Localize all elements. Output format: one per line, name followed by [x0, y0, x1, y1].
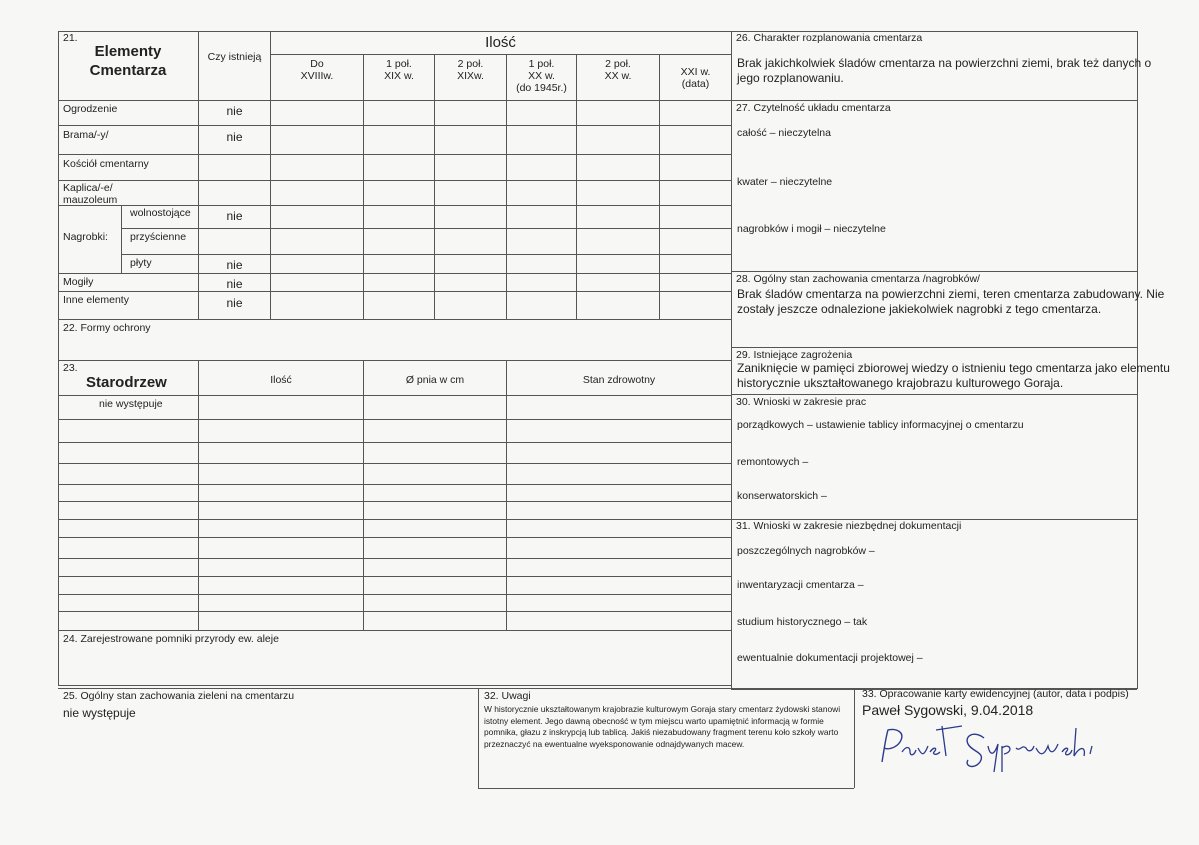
czytelnosc-nagrobkow: nagrobków i mogił – nieczytelne — [737, 223, 886, 235]
signature-image — [876, 722, 1106, 778]
zielen-label: 25. Ogólny stan zachowania zieleni na cmentarzu — [63, 690, 295, 702]
col-header-2pol-xix: 2 poł. XIXw. — [457, 58, 484, 82]
uwagi-text: W historycznie ukształtowanym krajobrazie kulturowym Goraja stary cmentarz żydowski stanowi istotny element. Jego dawną obecność w tym miejscu warto upamiętnić informacją w formie pomnika, głazu z inskrypcją lub tablicą. Jakiś niezabudowany fragment terenu koło szkoły warto przeznaczyć na ewentualne wyeksponowanie odnajdywanych macew. — [484, 704, 841, 749]
wnioski-remontowych: remontowych – — [737, 456, 809, 468]
row-label-przyscienne: przyścienne — [130, 231, 187, 243]
section-number-23: 23. — [63, 362, 78, 374]
row-label-ogrodzenie: Ogrodzenie — [63, 103, 118, 115]
ilosc-header: Ilość — [485, 34, 516, 51]
formy-ochrony-label: 22. Formy ochrony — [63, 322, 151, 334]
col-header-1pol-xx: 1 poł. XX w. (do 1945r.) — [516, 58, 567, 94]
row-label-nagrobki: Nagrobki: — [63, 231, 108, 243]
col-header-2pol-xx: 2 poł. XX w. — [604, 58, 632, 82]
row-label-kaplica: Kaplica/-e/ mauzoleum — [63, 182, 118, 206]
czytelnosc-label: 27. Czytelność układu cmentarza — [736, 102, 891, 114]
col-header-1pol-xix: 1 poł. XIX w. — [384, 58, 414, 82]
wnioski-prac-label: 30. Wnioski w zakresie prac — [736, 396, 867, 408]
charakter-label: 26. Charakter rozplanowania cmentarza — [736, 32, 923, 44]
section-number-21: 21. — [63, 32, 78, 44]
stan-ogolny-text: Brak śladów cmentarza na powierzchni ziemi, teren cmentarza zabudowany. Nie zostały jeszcze odnalezione jakiekolwiek nagrobki z tego cmentarza. — [737, 287, 1165, 316]
pomniki-label: 24. Zarejestrowane pomniki przyrody ew. aleje — [63, 633, 279, 645]
czytelnosc-kwater: kwater – nieczytelne — [737, 176, 833, 188]
starodrzew-col-ilosc: Ilość — [270, 374, 292, 386]
wnioski-inwentaryzacji: inwentaryzacji cmentarza – — [737, 579, 864, 591]
elements-title-line2: Cmentarza — [89, 62, 167, 79]
starodrzew-col-pnia: Ø pnia w cm — [405, 374, 465, 386]
starodrzew-col-stan: Stan zdrowotny — [582, 374, 656, 386]
value-inne: nie — [226, 296, 243, 310]
value-mogily: nie — [226, 277, 243, 291]
zielen-value: nie występuje — [63, 706, 136, 720]
starodrzew-value: nie występuje — [99, 398, 163, 410]
value-wolnostojace: nie — [226, 209, 243, 223]
value-brama: nie — [226, 130, 243, 144]
row-label-brama: Brama/-y/ — [63, 129, 109, 141]
col-header-xxi: XXI w. (data) — [680, 66, 711, 90]
wnioski-ewentualnie: ewentualnie dokumentacji projektowej – — [737, 652, 923, 664]
czy-istnieja-header: Czy istnieją — [207, 51, 262, 63]
col-header-do-xviii: Do XVIIIw. — [300, 58, 334, 82]
charakter-text: Brak jakichkolwiek śladów cmentarza na powierzchni ziemi, brak też danych o jego rozplanowaniu. — [737, 56, 1152, 85]
wnioski-porzadkowych: porządkowych – ustawienie tablicy informacyjnej o cmentarzu — [737, 419, 1024, 431]
opracowanie-label: 33. Opracowanie karty ewidencyjnej (autor, data i podpis) — [862, 688, 1129, 700]
opracowanie-value: Paweł Sygowski, 9.04.2018 — [862, 702, 1034, 718]
elements-title-line1: Elementy — [94, 43, 162, 60]
czytelnosc-calosc: całość – nieczytelna — [737, 127, 831, 139]
wnioski-dok-label: 31. Wnioski w zakresie niezbędnej dokumentacji — [736, 520, 962, 532]
zagrozenia-label: 29. Istniejące zagrożenia — [736, 349, 853, 361]
wnioski-studium: studium historycznego – tak — [737, 616, 868, 628]
row-label-kosciol: Kościół cmentarny — [63, 158, 149, 170]
stan-ogolny-label: 28. Ogólny stan zachowania cmentarza /nagrobków/ — [736, 273, 980, 285]
row-label-mogily: Mogiły — [63, 276, 94, 288]
wnioski-poszczegolnych: poszczególnych nagrobków – — [737, 545, 875, 557]
row-label-inne: Inne elementy — [63, 294, 129, 306]
starodrzew-title: Starodrzew — [86, 374, 167, 391]
value-plyty: nie — [226, 258, 243, 272]
value-ogrodzenie: nie — [226, 104, 243, 118]
uwagi-label: 32. Uwagi — [484, 690, 531, 702]
row-label-plyty: płyty — [130, 257, 152, 269]
row-label-wolnostojace: wolnostojące — [130, 207, 191, 219]
zagrozenia-text: Zaniknięcie w pamięci zbiorowej wiedzy o istnieniu tego cmentarza jako elementu historycznie ukształtowanego krajobrazu kulturowego Goraja. — [737, 361, 1170, 390]
wnioski-konserwatorskich: konserwatorskich – — [737, 490, 827, 502]
